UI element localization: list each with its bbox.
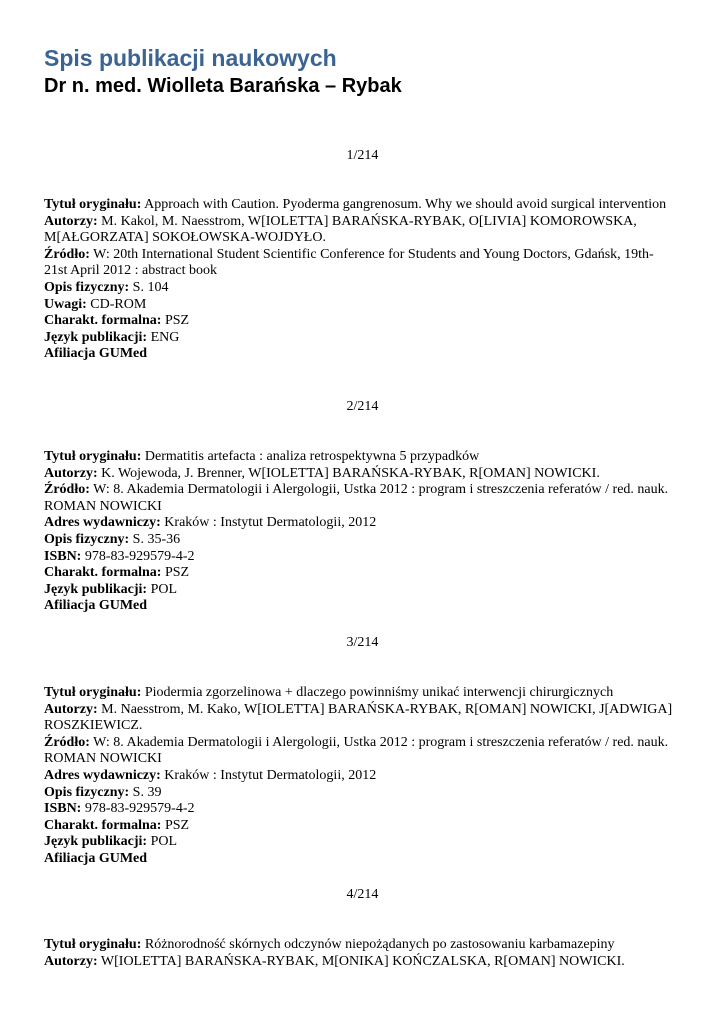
entry-title-row	[44, 937, 674, 954]
publisher-label: Adres wydawniczy:	[44, 767, 161, 783]
entry-notes: CD-ROM	[90, 296, 147, 312]
entry-isbn: 978-83-929579-4-2	[84, 548, 195, 564]
authors-label: Autorzy:	[44, 953, 98, 969]
entry-title-row	[44, 685, 674, 702]
entry-publisher: Kraków : Instytut Dermatologii, 2012	[164, 515, 377, 531]
entry-physical-row	[44, 280, 674, 297]
entry-formal: PSZ	[164, 565, 190, 581]
publisher-label: Adres wydawniczy:	[44, 515, 161, 531]
entry-title-row	[44, 449, 674, 466]
title-label: Tytuł oryginału:	[44, 685, 142, 700]
formal-label: Charakt. formalna:	[44, 565, 162, 581]
entry-authors-row	[44, 954, 674, 971]
language-label: Język publikacji:	[44, 581, 148, 597]
entry-counter: 1/214	[346, 148, 379, 163]
page-title: Spis publikacji naukowych	[44, 45, 337, 71]
entry-title: Piodermia zgorzelinowa + dlaczego powinniśmy unikać interwencji chirurgicznych	[144, 685, 614, 700]
entry-source: W: 8. Akademia Dermatologii i Alergologii, Ustka 2012 : program i streszczenia referatów / red. nauk. ROMAN NOWICKI	[44, 734, 669, 767]
entry-physical: S. 35-36	[132, 531, 181, 547]
entry-language-row	[44, 330, 674, 347]
isbn-label: ISBN:	[44, 801, 82, 817]
entry-isbn: 978-83-929579-4-2	[84, 801, 195, 817]
page-subtitle: Dr n. med. Wiolleta Barańska – Rybak	[44, 75, 402, 97]
entry-physical-row	[44, 532, 674, 549]
entry-language-row	[44, 834, 674, 851]
entry-physical: S. 104	[132, 279, 169, 295]
notes-label: Uwagi:	[44, 296, 87, 312]
entry-authors-row	[44, 214, 674, 247]
publication-entry	[44, 197, 674, 363]
entry-formal: PSZ	[164, 313, 190, 329]
entry-title: Approach with Caution. Pyoderma gangrenosum. Why we should avoid surgical intervention	[144, 197, 667, 212]
formal-label: Charakt. formalna:	[44, 313, 162, 329]
entry-affiliation: Afiliacja GUMed	[44, 346, 148, 362]
entry-affiliation: Afiliacja GUMed	[44, 598, 148, 614]
entry-source: W: 20th International Student Scientific Conference for Students and Young Doctors, Gdańsk, 19th-21st April 2012 : abstract book	[44, 246, 654, 279]
physical-label: Opis fizyczny:	[44, 279, 130, 295]
entry-counter: 2/214	[346, 399, 379, 414]
entry-title: Dermatitis artefacta : analiza retrospektywna 5 przypadków	[144, 449, 480, 464]
entry-formal-row	[44, 565, 674, 582]
entry-authors: M. Kakol, M. Naesstrom, W[IOLETTA] BARAŃSKA-RYBAK, O[LIVIA] KOMOROWSKA, M[AŁGORZATA] SOKOŁOWSKA-WOJDYŁO.	[44, 213, 637, 246]
entry-affiliation: Afiliacja GUMed	[44, 850, 148, 866]
physical-label: Opis fizyczny:	[44, 784, 130, 800]
entry-formal-row	[44, 818, 674, 835]
entry-isbn-row	[44, 801, 674, 818]
entry-authors-row	[44, 702, 674, 735]
language-label: Język publikacji:	[44, 834, 148, 850]
entry-source: W: 8. Akademia Dermatologii i Alergologii, Ustka 2012 : program i streszczenia referatów / red. nauk. ROMAN NOWICKI	[44, 482, 669, 514]
language-label: Język publikacji:	[44, 329, 148, 345]
entry-language: POL	[150, 834, 178, 850]
entry-publisher-row	[44, 515, 674, 532]
entry-authors: M. Naesstrom, M. Kako, W[IOLETTA] BARAŃSKA-RYBAK, R[OMAN] NOWICKI, J[ADWIGA] ROSZKIEWICZ.	[44, 701, 673, 734]
entry-authors: K. Wojewoda, J. Brenner, W[IOLETTA] BARAŃSKA-RYBAK, R[OMAN] NOWICKI.	[101, 465, 600, 481]
publication-entry	[44, 449, 674, 615]
entry-formal: PSZ	[164, 817, 190, 833]
physical-label: Opis fizyczny:	[44, 531, 130, 547]
entry-counter: 3/214	[346, 635, 379, 650]
publication-entry	[44, 685, 674, 868]
title-label: Tytuł oryginału:	[44, 449, 142, 464]
entry-language: POL	[150, 581, 178, 597]
source-label: Źródło:	[44, 482, 90, 498]
authors-label: Autorzy:	[44, 213, 98, 229]
formal-label: Charakt. formalna:	[44, 817, 162, 833]
entry-publisher-row	[44, 768, 674, 785]
entry-authors: W[IOLETTA] BARAŃSKA-RYBAK, M[ONIKA] KOŃCZALSKA, R[OMAN] NOWICKI.	[100, 953, 625, 969]
entry-notes-row	[44, 297, 674, 314]
entry-title-row	[44, 197, 674, 214]
title-label: Tytuł oryginału:	[44, 197, 142, 212]
entry-publisher: Kraków : Instytut Dermatologii, 2012	[164, 767, 377, 783]
entry-title: Różnorodność skórnych odczynów niepożądanych po zastosowaniu karbamazepiny	[144, 937, 615, 952]
entry-source-row	[44, 247, 674, 280]
authors-label: Autorzy:	[44, 701, 98, 717]
entry-isbn-row	[44, 549, 674, 566]
title-label: Tytuł oryginału:	[44, 937, 142, 952]
authors-label: Autorzy:	[44, 465, 98, 481]
entry-formal-row	[44, 313, 674, 330]
publication-entry	[44, 937, 674, 970]
entry-counter: 4/214	[346, 887, 379, 902]
isbn-label: ISBN:	[44, 548, 82, 564]
entry-source-row	[44, 482, 674, 515]
source-label: Źródło:	[44, 246, 90, 262]
source-label: Źródło:	[44, 734, 90, 750]
entry-authors-row	[44, 466, 674, 483]
entry-physical-row	[44, 785, 674, 802]
entry-physical: S. 39	[132, 784, 162, 800]
entry-source-row	[44, 735, 674, 768]
entry-language-row	[44, 582, 674, 599]
entry-language: ENG	[150, 329, 180, 345]
